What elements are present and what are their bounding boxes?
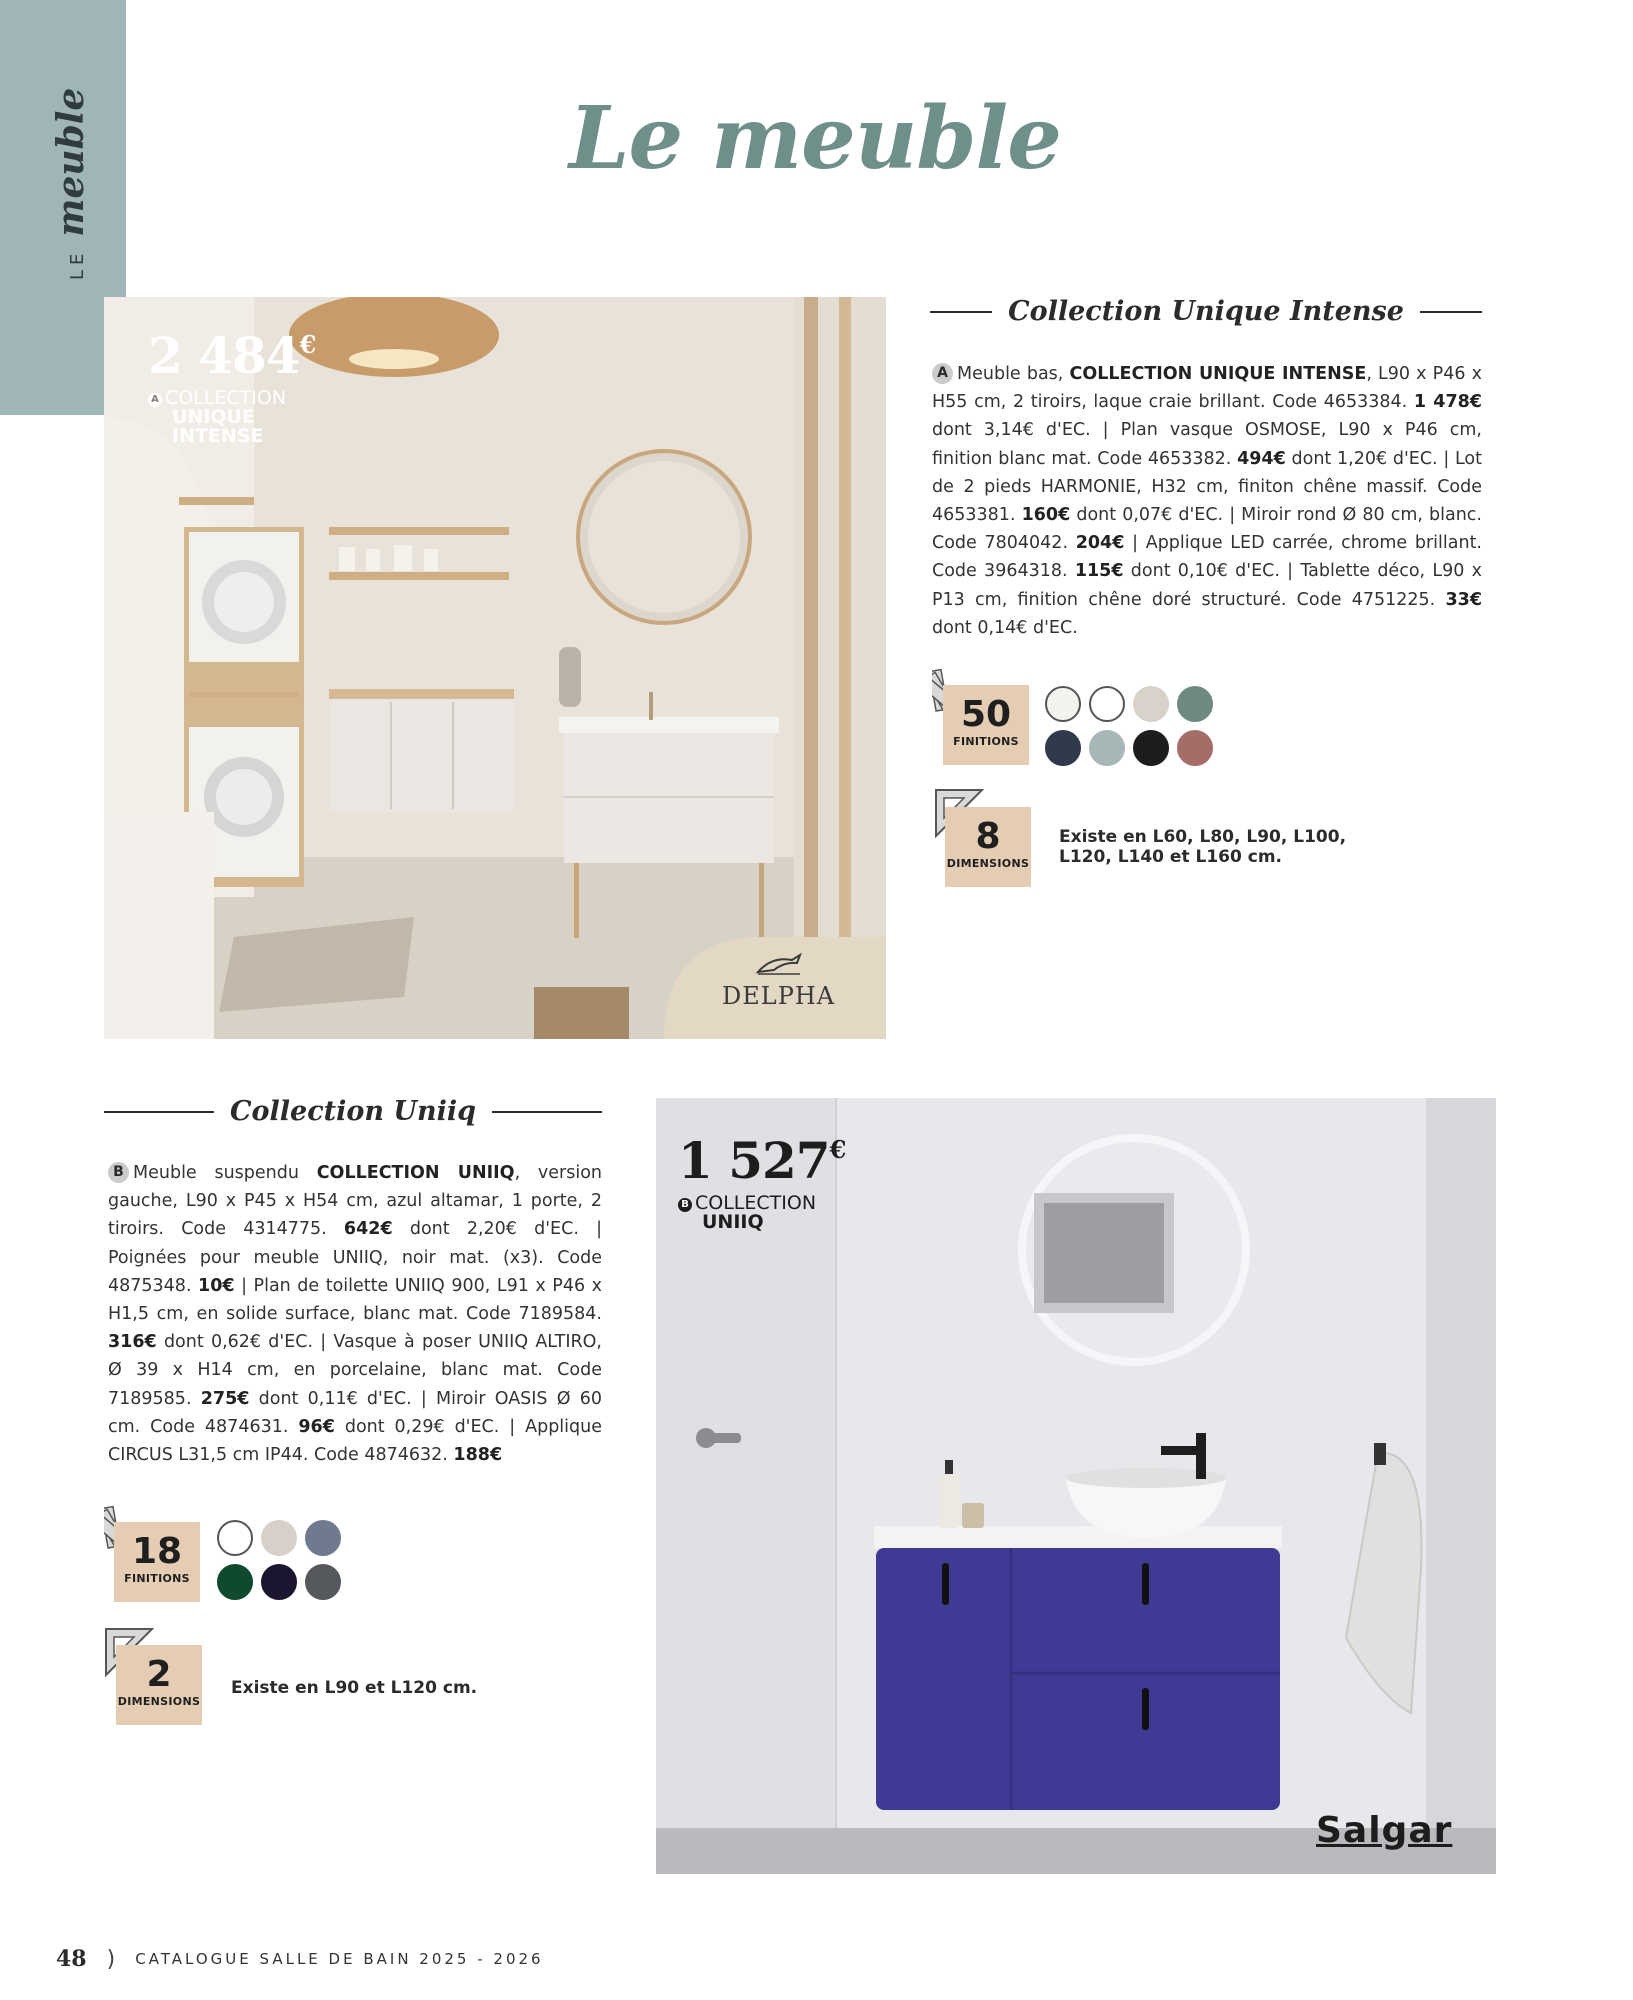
section-heading-b (104, 1096, 602, 1127)
description-segment: dont 0,29€ d'EC. | Applique CIRCUS L31,5 cm IP44. Code 4874632. (108, 1416, 602, 1466)
photo-unique-intense (104, 297, 886, 1039)
finitions-badge-a (943, 685, 1029, 765)
section-heading-a-text: Collection Unique Intense (1008, 296, 1404, 327)
finitions-count-b: 18 (131, 1531, 183, 1572)
description-segment: Meuble suspendu (133, 1163, 317, 1183)
color-swatch (305, 1520, 341, 1556)
description-segment: , version gauche, L90 x P45 x H54 cm, azul altamar, 1 porte, 2 tiroirs. Code 4314775. (108, 1163, 602, 1240)
finitions-label-a: FINITIONS (953, 735, 1019, 748)
heading-rule-left-b (104, 1111, 214, 1113)
collection-label-a (148, 389, 315, 446)
description-bold-segment: 96€ (298, 1416, 335, 1437)
price-b-currency: € (829, 1135, 846, 1164)
footer-separator: ) (106, 1946, 116, 1972)
dimensions-text-a-line2: L120, L140 et L160 cm. (1059, 847, 1282, 867)
section-heading-a (930, 296, 1482, 327)
color-swatch (217, 1564, 253, 1600)
heading-rule-left (930, 311, 992, 313)
collection-line2-a: UNIQUE (172, 406, 255, 428)
collection-letter-a: A (148, 393, 162, 407)
description-segment: | Plan de toilette UNIIQ 900, L91 x P46 x H1,5 cm, en solide surface, blanc mat. Code 7189584. (108, 1275, 602, 1325)
swatches-a (1045, 686, 1225, 766)
description-bold-segment: 316€ (108, 1332, 157, 1353)
color-swatch (1177, 686, 1213, 722)
brand-name-delpha: DELPHA (722, 982, 836, 1010)
brand-logo-delpha (722, 952, 835, 1010)
description-segment: dont 0,11€ d'EC. | Miroir OASIS Ø 60 cm. Code 4874631. (108, 1388, 602, 1437)
description-bold-segment: 275€ (200, 1388, 250, 1409)
description-bold-segment: 188€ (453, 1445, 503, 1466)
description-bold-segment: 33€ (1445, 589, 1482, 610)
description-b-text (108, 1163, 602, 1465)
side-tab-word: meuble (50, 87, 92, 237)
description-segment: dont 0,07€ d'EC. | Miroir rond Ø 80 cm, blanc. Code 7804042. (932, 505, 1482, 554)
color-swatch (1089, 730, 1125, 766)
color-swatch (217, 1520, 253, 1556)
dimensions-text-a-line1: Existe en L60, L80, L90, L100, (1059, 827, 1347, 847)
description-bold-segment: 160€ (1021, 505, 1071, 526)
price-b-value: 1 527 (678, 1131, 830, 1190)
swatches-b (217, 1520, 357, 1600)
collection-label-b (678, 1194, 845, 1232)
description-bold-segment: 204€ (1075, 533, 1125, 554)
color-swatch (1089, 686, 1125, 722)
finitions-count-a: 50 (960, 694, 1012, 735)
dimensions-label-b: DIMENSIONS (117, 1695, 201, 1708)
dimensions-badge-a (945, 807, 1031, 887)
price-tag-a (148, 326, 316, 447)
color-swatch (1177, 730, 1213, 766)
brand-logo-salgar: Salgar (1316, 1810, 1453, 1851)
description-bold-segment: COLLECTION UNIIQ (316, 1163, 515, 1183)
description-b (108, 1159, 602, 1469)
finitions-badge-b (114, 1522, 200, 1602)
description-bold-segment: 115€ (1074, 561, 1124, 582)
dimensions-label-a: DIMENSIONS (946, 857, 1030, 870)
description-bold-segment: COLLECTION UNIQUE INTENSE (1069, 364, 1367, 384)
heading-rule-right (1420, 311, 1482, 313)
description-segment: dont 1,20€ d'EC. | Lot de 2 pieds HARMONIE, H32 cm, finiton chêne massif. Code 4653381. (932, 448, 1482, 526)
collection-line3-a: INTENSE (172, 425, 264, 447)
description-a (932, 360, 1482, 642)
color-swatch (1045, 686, 1081, 722)
description-segment: | Applique LED carrée, chrome brillant. Code 3964318. (932, 533, 1482, 582)
finitions-label-b: FINITIONS (124, 1572, 190, 1585)
color-swatch (1133, 686, 1169, 722)
collection-line1-a: COLLECTION (165, 387, 287, 409)
color-swatch (1045, 730, 1081, 766)
price-a-currency: € (299, 330, 316, 359)
collection-line1-b: COLLECTION (695, 1192, 817, 1214)
footer (56, 1946, 544, 1972)
price-tag-b (678, 1131, 846, 1233)
price-a-value: 2 484 (148, 326, 300, 385)
heading-rule-right-b (492, 1111, 602, 1113)
description-a-text (932, 364, 1482, 638)
description-bold-segment: 1 478€ (1413, 392, 1482, 413)
description-segment: dont 2,20€ d'EC. | Poignées pour meuble UNIIQ, noir mat. (x3). Code 4875348. (108, 1219, 603, 1296)
page-title: Le meuble (569, 88, 1061, 189)
dolphin-icon (754, 952, 804, 978)
description-segment: dont 0,14€ d'EC. (932, 617, 1078, 638)
letter-badge-a: A (932, 363, 953, 384)
dimensions-badge-b (116, 1645, 202, 1725)
letter-badge-b: B (108, 1162, 129, 1183)
color-swatch (1133, 730, 1169, 766)
photo-uniiq (656, 1098, 1496, 1874)
dimensions-count-a: 8 (975, 816, 1001, 857)
collection-line2-b: UNIIQ (702, 1211, 764, 1233)
description-bold-segment: 642€ (343, 1219, 393, 1240)
dimensions-count-b: 2 (146, 1654, 172, 1695)
color-swatch (305, 1564, 341, 1600)
price-a (148, 326, 316, 385)
price-b (678, 1131, 846, 1190)
color-swatch (261, 1520, 297, 1556)
color-swatch (261, 1564, 297, 1600)
dimensions-text-a (1059, 827, 1346, 867)
description-segment: Meuble bas, (957, 364, 1070, 384)
section-heading-b-text: Collection Uniiq (230, 1096, 476, 1127)
side-tab-label (50, 88, 92, 280)
page-number: 48 (56, 1946, 87, 1972)
side-tab-prefix: LE (67, 248, 88, 280)
description-segment: dont 0,10€ d'EC. | Tablette déco, L90 x P13 cm, finition chêne doré structuré. Code 4751225. (932, 561, 1482, 610)
collection-letter-b: B (678, 1198, 692, 1212)
footer-catalogue-text: CATALOGUE SALLE DE BAIN 2025 - 2026 (135, 1950, 544, 1968)
description-segment: , L90 x P46 x H55 cm, 2 tiroirs, laque craie brillant. Code 4653384. (932, 364, 1482, 413)
description-segment: dont 0,62€ d'EC. | Vasque à poser UNIIQ ALTIRO, Ø 39 x H14 cm, en porcelaine, blanc mat. Code 7189585. (108, 1332, 602, 1409)
description-bold-segment: 10€ (198, 1275, 235, 1296)
description-bold-segment: 494€ (1237, 448, 1286, 469)
dimensions-text-b: Existe en L90 et L120 cm. (231, 1678, 478, 1698)
description-segment: dont 3,14€ d'EC. | Plan vasque OSMOSE, L90 x P46 cm, finition blanc mat. Code 4653382. (932, 420, 1482, 469)
